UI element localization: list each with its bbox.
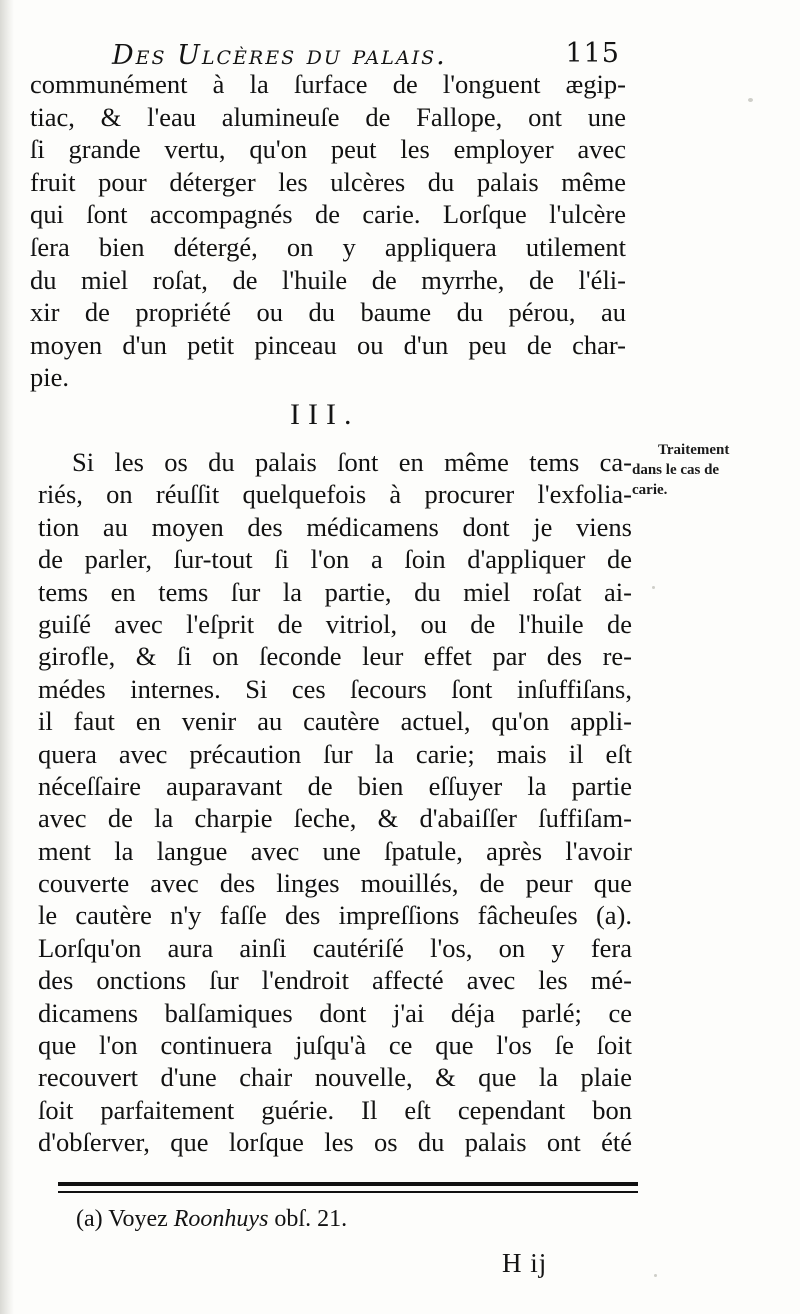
text-line: d'obſerver, que lorſque les os du palais ont été — [38, 1127, 632, 1158]
text-line: recouvert d'une chair nouvelle, & que la plaie — [38, 1062, 632, 1093]
running-title: Des Ulcères du palais. — [112, 40, 447, 71]
footnote-author: Roonhuys — [173, 1206, 269, 1232]
ink-speck — [652, 586, 655, 589]
signature-mark: H ij — [502, 1248, 548, 1278]
page-edge-shadow — [0, 0, 14, 1314]
text-line: pie. — [30, 362, 69, 393]
margin-note-line: Traitement — [658, 442, 730, 458]
text-line: ment la langue avec une ſpatule, après l'avoir — [38, 835, 632, 866]
text-line: fruit pour déterger les ulcères du palais même — [30, 166, 626, 197]
text-line: quera avec précaution ſur la carie; mais il eſt — [38, 738, 632, 769]
text-line: communément à la ſurface de l'onguent ægip- — [30, 69, 626, 99]
text-line: dicamens balſamiques dont j'ai déja parlé; ce — [38, 997, 632, 1028]
footnote-reference: obſ. 21. — [268, 1206, 348, 1232]
text-line: xir de propriété ou du baume du pérou, au — [30, 297, 626, 328]
text-line: tems en tems ſur la partie, du miel roſat ai- — [38, 576, 632, 607]
footnote-marker: (a) — [76, 1206, 103, 1232]
text-line: avec de la charpie ſeche, & d'abaiſſer ſuffiſam- — [38, 803, 632, 834]
text-line: couverte avec des linges mouillés, de peur que — [38, 868, 632, 899]
margin-note — [632, 440, 772, 500]
text-line: néceſſaire auparavant de bien eſſuyer la partie — [38, 770, 632, 801]
footnote — [76, 1206, 347, 1233]
text-line: riés, on réuſſit quelquefois à procurer l'exfolia- — [38, 479, 632, 510]
text-line: des onctions ſur l'endroit affecté avec les mé- — [38, 965, 632, 996]
footnote-rule-thick — [58, 1182, 638, 1186]
text-line: il faut en venir au cautère actuel, qu'on appli- — [38, 706, 632, 737]
text-line: Lorſqu'on aura ainſi cautériſé l'os, on y fera — [38, 932, 632, 963]
text-line: tiac, & l'eau alumineuſe de Fallope, ont une — [30, 101, 626, 132]
text-line: Si les os du palais ſont en même tems ca- — [72, 447, 632, 477]
text-line: ſi grande vertu, qu'on peut les employer avec — [30, 134, 626, 165]
text-line: ſoit parfaitement guérie. Il eſt cependant bon — [38, 1094, 632, 1125]
margin-note-line: dans le cas de — [632, 462, 720, 478]
text-line: du miel roſat, de l'huile de myrrhe, de l'éli- — [30, 264, 626, 295]
paragraph-2 — [38, 446, 632, 1159]
text-line: de parler, ſur-tout ſi l'on a ſoin d'appliquer de — [38, 544, 632, 575]
text-line: qui ſont accompagnés de carie. Lorſque l'ulcère — [30, 199, 626, 230]
paragraph-1 — [30, 68, 626, 394]
text-line: médes internes. Si ces ſecours ſont inſuffiſans, — [38, 673, 632, 704]
section-number: III. — [290, 398, 360, 431]
text-line: ſera bien détergé, on y appliquera utilement — [30, 231, 626, 262]
text-line: le cautère n'y faſſe des impreſſions fâcheuſes (a). — [38, 900, 632, 931]
footnote-rule-thin — [58, 1191, 638, 1193]
ink-speck — [654, 1274, 657, 1277]
footnote-text: Voyez — [102, 1206, 174, 1232]
ink-speck — [748, 98, 753, 102]
text-line: girofle, & ſi on ſeconde leur effet par des re- — [38, 641, 632, 672]
text-line: que l'on continuera juſqu'à ce que l'os ſe ſoit — [38, 1030, 632, 1061]
text-line: guiſé avec l'eſprit de vitriol, ou de l'huile de — [38, 608, 632, 639]
text-line: tion au moyen des médicamens dont je viens — [38, 511, 632, 542]
page-number: 115 — [565, 38, 620, 69]
text-line: moyen d'un petit pinceau ou d'un peu de char- — [30, 329, 626, 360]
margin-note-line: carie. — [632, 482, 668, 498]
